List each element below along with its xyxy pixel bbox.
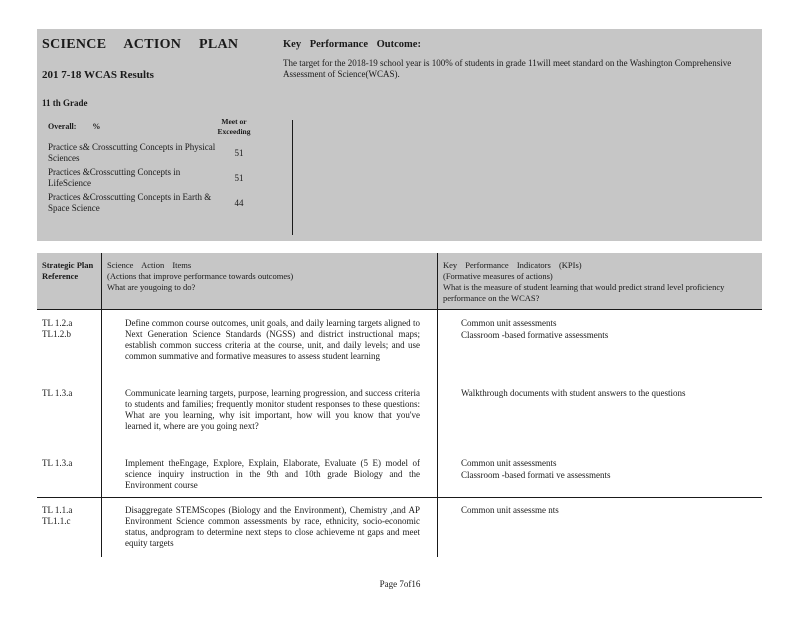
header-ref: Strategic Plan Reference	[42, 260, 94, 281]
header-items-title: Science Action Items	[107, 260, 192, 270]
row-divider	[37, 309, 762, 310]
kpi-item: Common unit assessments	[461, 458, 557, 468]
kpi-item: Common unit assessme nts	[461, 505, 559, 515]
kpi-item: Classroom -based formati ve assessments	[461, 470, 611, 480]
row-reference: TL 1.2.a TL1.2.b	[42, 318, 73, 339]
row-reference: TL 1.3.a	[42, 458, 73, 468]
header-items	[107, 260, 432, 293]
page-title: SCIENCE ACTION PLAN	[42, 37, 239, 52]
header-kpi	[443, 260, 758, 304]
kpo-text: The target for the 2018-19 school year is 100% of students in grade 11will meet standard on the Washington Comprehensive Assessment of Science(WCAS).	[283, 58, 732, 79]
subject-score: 44	[234, 198, 244, 208]
column-divider	[437, 253, 438, 557]
page-number: Page 7of16	[379, 579, 421, 589]
action-item: Communicate learning targets, purpose, learning progression, and success criteria to students and families; frequently monitor student responses to these questions: What are you learning, why isit important, how will you know that you've learned it, where are you going next?	[125, 388, 420, 431]
header-kpi-sub: (Formative measures of actions)	[443, 271, 553, 281]
row-reference: TL 1.3.a	[42, 388, 73, 398]
subject-name: Practice s& Crosscutting Concepts in Physical Sciences	[48, 142, 216, 163]
subject-score: 51	[234, 148, 244, 158]
row-reference: TL 1.1.a TL1.1.c	[42, 505, 73, 526]
header-kpi-title: Key Performance Indicators (KPIs)	[443, 260, 582, 270]
header-items-question: What are yougoing to do?	[107, 282, 196, 292]
action-item: Disaggregate STEMScopes (Biology and the Environment), Chemistry ,and AP Environment Science common assessments by race, ethnicity, socio-economic status, andprogram to determine next steps to close achieveme nt gaps and meet equity targets	[125, 505, 420, 548]
grade-label: 11 th Grade	[42, 98, 88, 108]
results-label: 201 7-18 WCAS Results	[42, 69, 154, 81]
row-divider	[37, 497, 762, 498]
overall-label: Overall: %	[48, 122, 101, 131]
panel-divider	[292, 120, 293, 235]
subject-name: Practices &Crosscutting Concepts in Earth & Space Science	[48, 192, 212, 213]
action-item: Implement theEngage, Explore, Explain, Elaborate, Evaluate (5 E) model of science inquiry instruction in the 9th and 10th grade Biology and the Environment course	[125, 458, 420, 490]
kpi-item: Classroom -based formative assessments	[461, 330, 609, 340]
subject-score: 51	[234, 173, 244, 183]
header-items-sub: (Actions that improve performance towards outcomes)	[107, 271, 294, 281]
subject-name: Practices &Crosscutting Concepts in LifeScience	[48, 167, 181, 188]
kpi-item: Walkthrough documents with student answers to the questions	[461, 388, 686, 398]
action-item: Define common course outcomes, unit goals, and daily learning targets aligned to Next Generation Science Standards (NGSS) and district instructional maps; establish common success criteria at the course, unit, and daily levels; and use common summative and formative measures to assess student learning	[125, 318, 420, 361]
kpi-item: Common unit assessments	[461, 318, 557, 328]
column-divider	[101, 253, 102, 557]
meet-label: Meet or Exceeding	[217, 117, 251, 136]
kpo-title: Key Performance Outcome:	[283, 39, 421, 50]
header-kpi-question: What is the measure of student learning that would predict strand level proficiency performance on the WCAS?	[443, 282, 725, 303]
